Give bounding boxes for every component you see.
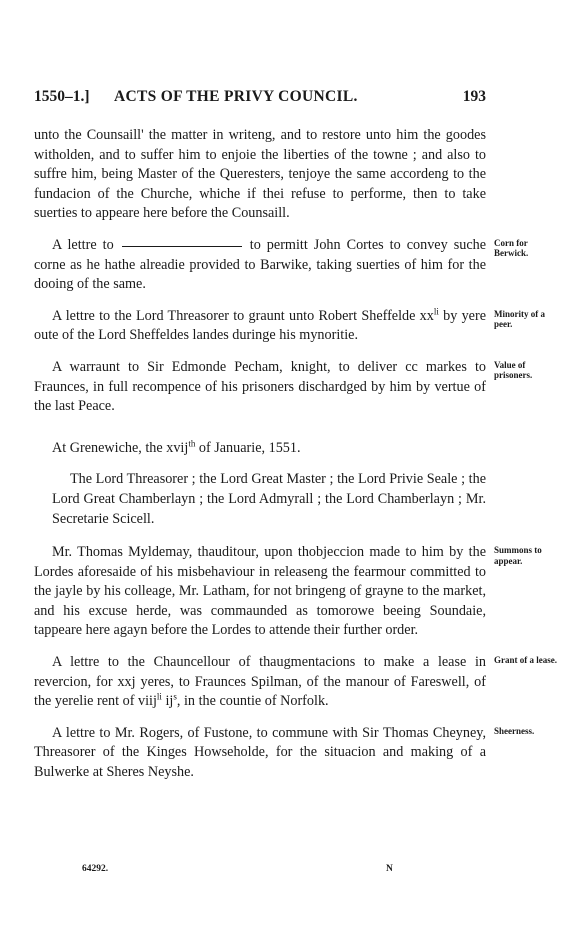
superscript: li — [156, 691, 162, 702]
margin-note-prisoners: Value of prisoners. — [494, 359, 533, 381]
attendees-list — [34, 470, 486, 529]
paragraph-text-start: A lettre to the Chauncellour of thaugmentacions to make a lease in revercion, for xxj yeres, to Fraunces Spilman, of the manour of Fareswell, of the yerelie rent of viij — [34, 654, 486, 710]
running-title: ACTS OF THE PRIVY COUNCIL. — [114, 88, 358, 105]
meeting-heading-start: At Grenewiche, the xvij — [52, 439, 189, 456]
superscript: th — [188, 437, 196, 448]
paragraph-sheerness — [34, 724, 535, 783]
paragraph-text-end: to permitt John Cortes to convey suche corne as he hathe alreadie provided to Barwike, taking suerties of him for the dooing of the same. — [34, 236, 487, 293]
paragraph-text: unto the Counsaill' the matter in writeng, and to restore unto him the goodes witholden, and to suffer him to enjoie the liberties of the towne ; and also to suffre him, being Master of the Queresters, tenjoye the same accordeng to the fundacion of the Churche, whiche if thei refuse to performe, then to take suerties to appeare here before the Counsaill. — [34, 127, 486, 222]
paragraph-text-start: A lettre to — [52, 236, 114, 253]
paragraph-text-end: , in the countie of Norfolk. — [176, 693, 329, 710]
margin-note-corn: Corn for Berwick. — [494, 237, 529, 259]
page-date-range: 1550–1.] — [34, 88, 90, 105]
superscript: li — [433, 306, 439, 317]
blank-name-line — [122, 245, 242, 247]
paragraph-summons — [34, 543, 542, 641]
meeting-heading-end: of Januarie, 1551. — [195, 439, 301, 456]
paragraph-value-of-prisoners — [34, 358, 533, 417]
margin-note-grant: Grant of a lease. — [494, 655, 557, 666]
margin-note-summons: Summons to appear. — [494, 545, 542, 566]
paragraph-text-end: by yere oute of the Lord Sheffeldes landes duringe his mynoritie. — [34, 307, 486, 344]
signature-mark: N — [386, 864, 393, 874]
paragraph-text-mid: ij — [161, 693, 174, 710]
page-number: 193 — [462, 88, 486, 105]
page-footer — [82, 864, 422, 880]
paragraph-text: A lettre to Mr. Rogers, of Fustone, to commune with Sir Thomas Cheyney, Threasorer of the Kinges Howseholde, for the situacion and making of a Bulwerke at Sheres Neyshe. — [34, 724, 486, 781]
paragraph-text: Mr. Thomas Myldemay, thauditour, upon thobjeccion made to him by the Lordes aforesaide of his misbehaviour in releaseng the fearmour committed to the jayle by his colleage, Mr. Latham, for not bringeng of grayne to the market, and his excuse herde, was commaunded as tomorowe beeing Soundaie, tappeare here agayn before the Lordes to attende their further order. — [34, 544, 486, 639]
print-number: 64292. — [82, 864, 109, 874]
paragraph-continued — [34, 126, 486, 224]
paragraph-grant-of-lease — [34, 653, 557, 712]
running-header — [34, 88, 486, 110]
meeting-heading — [34, 439, 486, 459]
paragraph-minority-of-peer — [34, 306, 545, 346]
attendees-text: The Lord Threasorer ; the Lord Great Master ; the Lord Privie Seale ; the Lord Great Chamberlayn ; the Lord Admyrall ; the Lord Chamberlayn ; Mr. Secretarie Scicell. — [52, 471, 486, 527]
margin-note-minority: Minority of a peer. — [494, 308, 545, 330]
paragraph-corn-for-berwick — [34, 236, 529, 295]
superscript: s — [173, 691, 177, 702]
paragraph-text-start: A lettre to the Lord Threasorer to graunt unto Robert Sheffelde xx — [52, 307, 434, 324]
margin-note-sheerness: Sheerness. — [494, 725, 535, 736]
paragraph-text: A warraunt to Sir Edmonde Pecham, knight, to deliver cc markes to Fraunces, in full recompence of his prisoners dischardged by him by vertue of the last Peace. — [34, 358, 486, 415]
page-body — [34, 126, 557, 795]
